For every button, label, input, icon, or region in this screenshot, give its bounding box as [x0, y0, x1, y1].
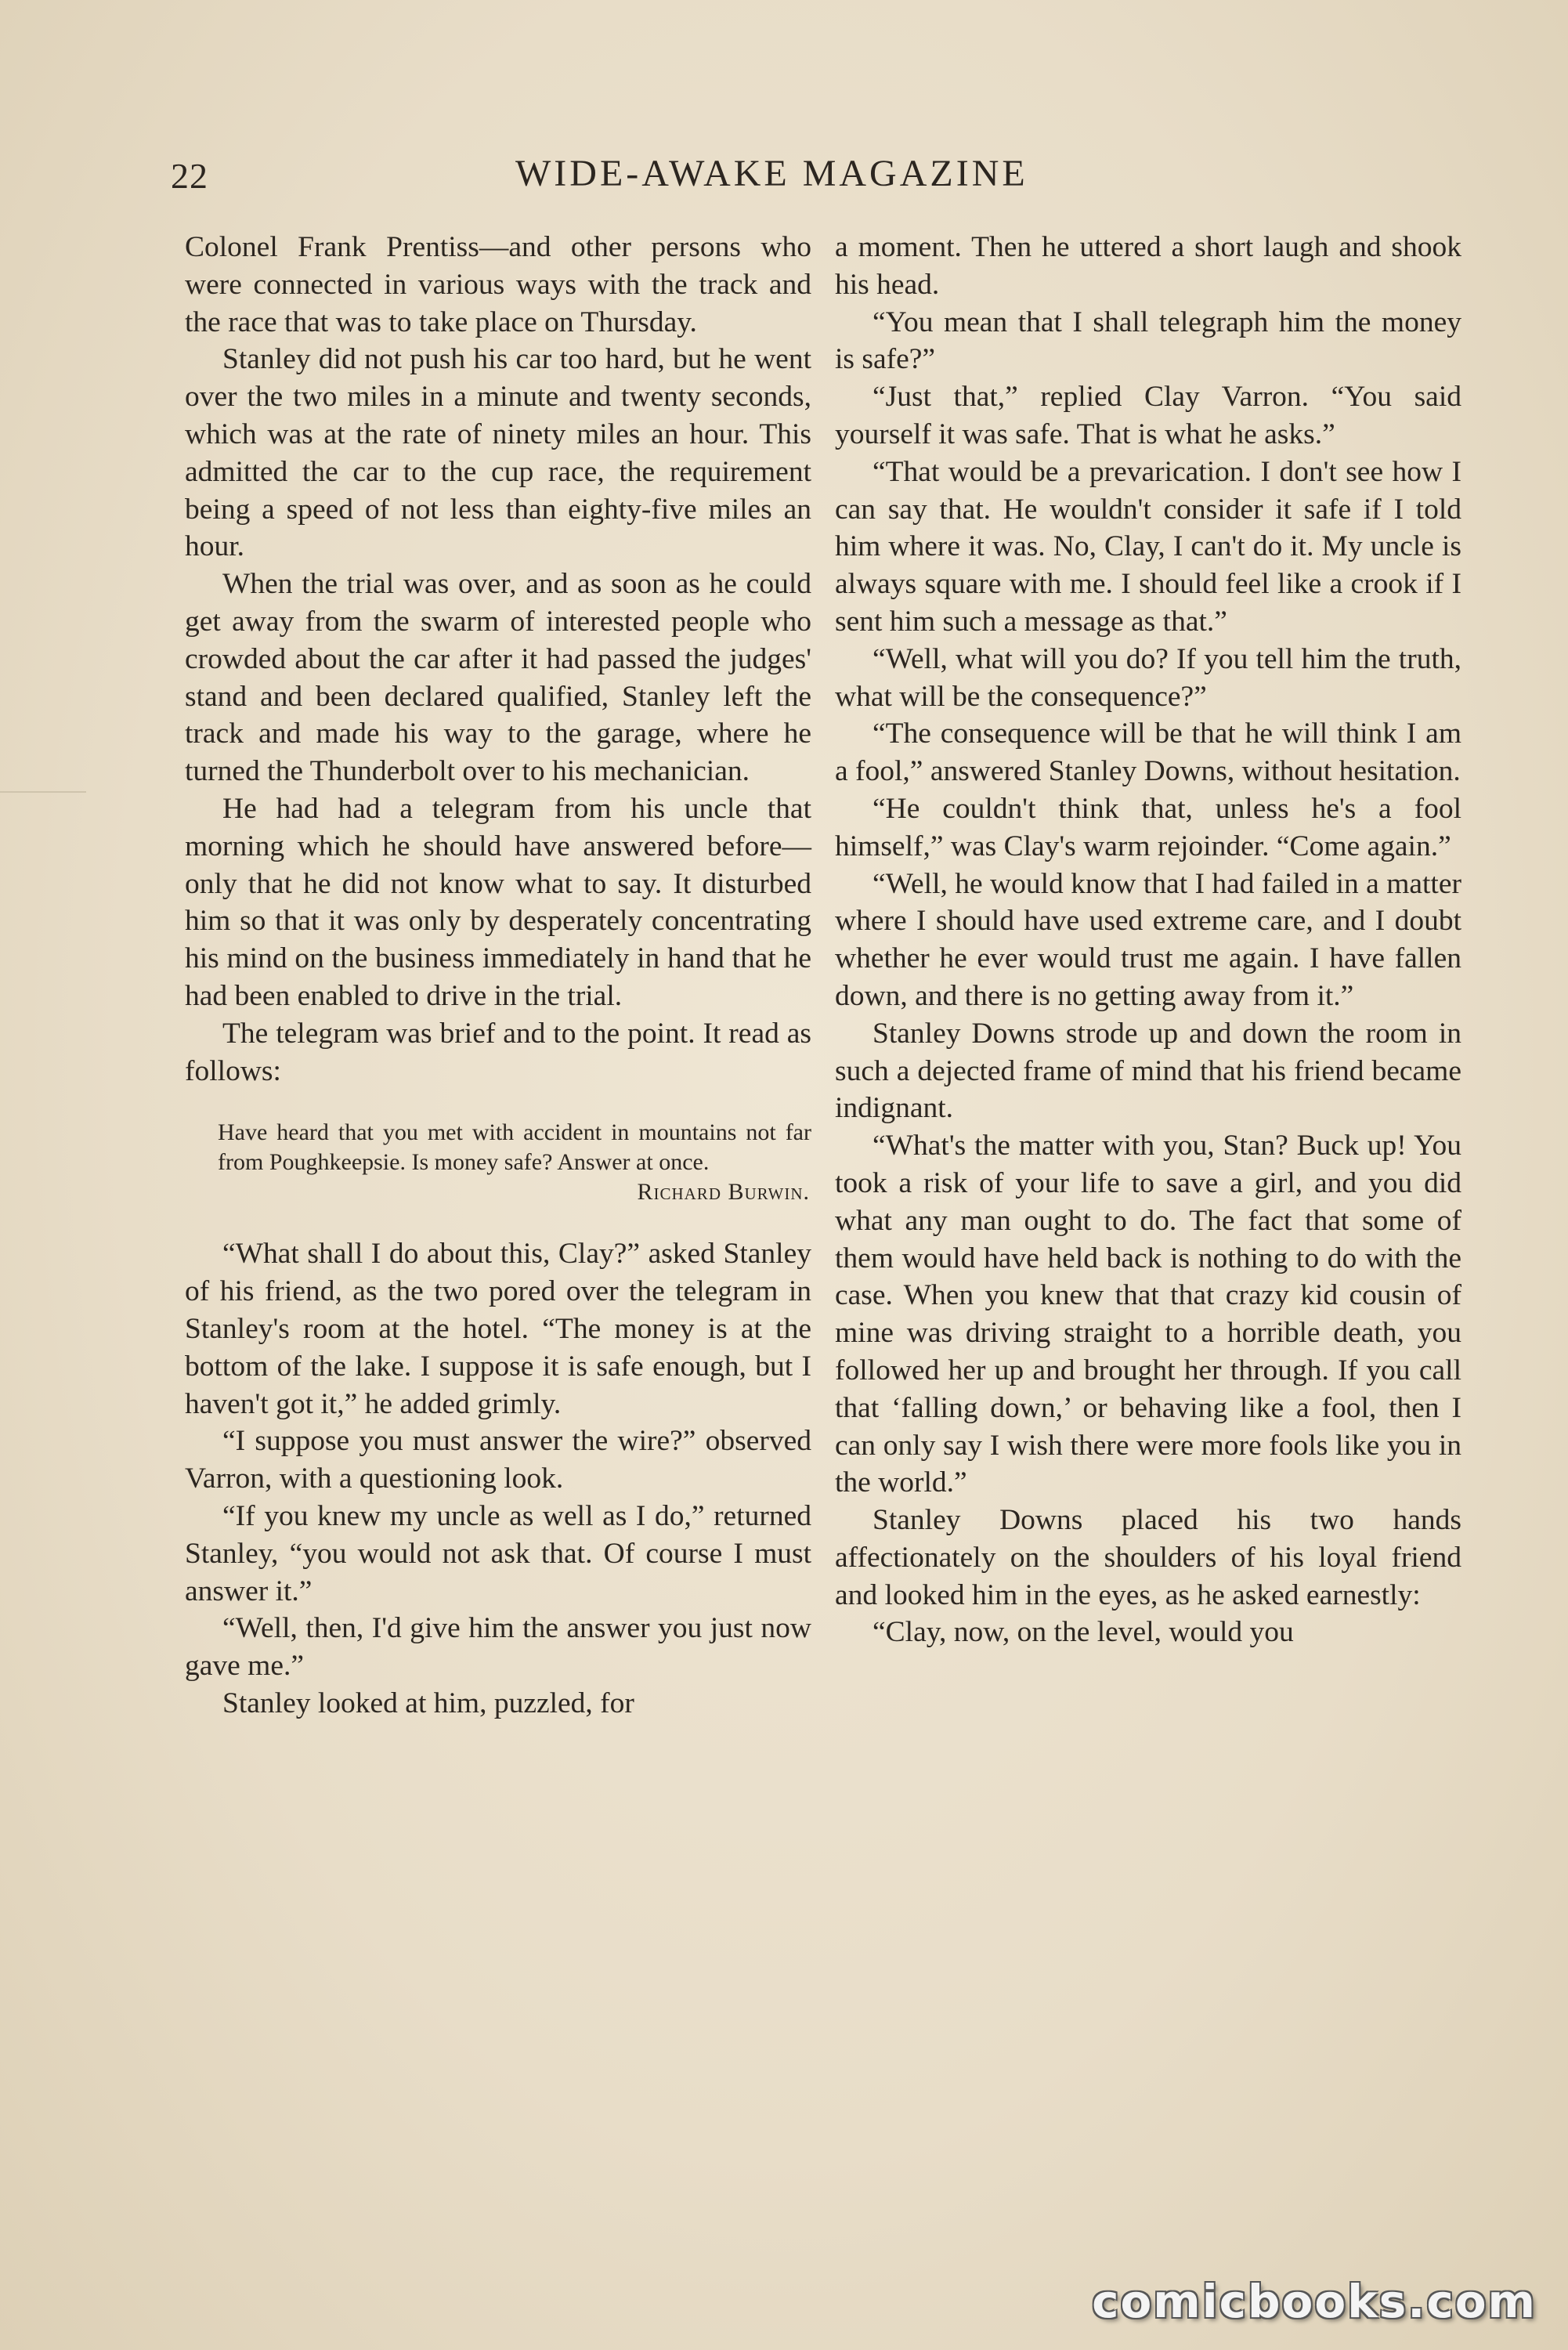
- paragraph: “I suppose you must answer the wire?” observed Varron, with a questioning look.: [185, 1425, 811, 1495]
- paragraph: Stanley Downs strode up and down the room in such a dejected frame of mind that his friend became indignant.: [835, 1017, 1461, 1125]
- paragraph: When the trial was over, and as soon as he could get away from the swarm of interested people who crowded about the car after it had passed the judges' stand and been declared qualified, Stanley left the track and made his way to the garage, where he turned the Thunderbolt over to his mechanician.: [185, 568, 811, 788]
- telegram-body: Have heard that you met with accident in mountains not far from Poughkeepsie. Is money safe? Answer at once.: [218, 1119, 811, 1176]
- paragraph: Stanley looked at him, puzzled, for: [222, 1687, 634, 1719]
- paragraph: “If you knew my uncle as well as I do,” returned Stanley, “you would not ask that. Of course I must answer it.”: [185, 1499, 811, 1607]
- paragraph: “Clay, now, on the level, would you: [873, 1616, 1294, 1649]
- left-column: [185, 229, 811, 1723]
- paragraph: “What's the matter with you, Stan? Buck up! You took a risk of your life to save a girl, and you did what any man ought to do. The fact that some of them would have held back is nothing to do with the case. When you knew that that crazy kid cousin of mine was driving straight to a horrible death, you followed her up and brought her through. If you call that ‘falling down,’ or behaving like a fool, then I can only say I wish there were more fools like you in the world.”: [835, 1130, 1461, 1499]
- telegram-quote: [218, 1118, 811, 1207]
- site-watermark: comicbooks.com: [1092, 2275, 1537, 2328]
- paragraph: “Well, he would know that I had failed in a matter where I should have used extreme care, and I doubt whether he ever would trust me again. I have fallen down, and there is no getting away from it.”: [835, 867, 1461, 1012]
- margin-mark: [0, 791, 86, 793]
- running-head: WIDE-AWAKE MAGAZINE: [515, 153, 1028, 194]
- paragraph: a moment. Then he uttered a short laugh and shook his head.: [835, 231, 1461, 301]
- paragraph: Stanley did not push his car too hard, but he went over the two miles in a minute and twenty seconds, which was at the rate of ninety miles an hour. This admitted the car to the cup race, the requirement being a speed of not less than eighty-five miles an hour.: [185, 343, 811, 563]
- paragraph: The telegram was brief and to the point. It read as follows:: [185, 1017, 811, 1087]
- right-column: [835, 229, 1461, 1651]
- page-header: [163, 149, 1447, 204]
- paragraph: “Just that,” replied Clay Varron. “You said yourself it was safe. That is what he asks.”: [835, 381, 1461, 450]
- paragraph: “Well, what will you do? If you tell him the truth, what will be the consequence?”: [835, 642, 1461, 713]
- paragraph: “What shall I do about this, Clay?” asked Stanley of his friend, as the two pored over the telegram in Stanley's room at the hotel. “The money is at the bottom of the lake. I suppose it is safe enough, but I haven't got it,” he added grimly.: [185, 1238, 811, 1420]
- paragraph: Stanley Downs placed his two hands affectionately on the shoulders of his loyal friend and looked him in the eyes, as he asked earnestly:: [835, 1504, 1461, 1611]
- page-number: 22: [171, 156, 208, 196]
- paragraph: “He couldn't think that, unless he's a fool himself,” was Clay's warm rejoinder. “Come again.”: [835, 792, 1461, 862]
- paragraph: “You mean that I shall telegraph him the money is safe?”: [835, 306, 1461, 376]
- paragraph: “Well, then, I'd give him the answer you just now gave me.”: [185, 1612, 811, 1683]
- paragraph: He had had a telegram from his uncle that morning which he should have answered before—only that he did not know what to say. It disturbed him so that it was only by desperately concentrating his mind on the business immediately in hand that he had been enabled to drive in the trial.: [185, 792, 811, 1012]
- paragraph: Colonel Frank Prentiss—and other persons who were connected in various ways with the track and the race that was to take place on Thursday.: [185, 231, 811, 338]
- paragraph: “That would be a prevarication. I don't see how I can say that. He wouldn't consider it safe if I told him where it was. No, Clay, I can't do it. My uncle is always square with me. I should feel like a crook if I sent him such a message as that.”: [835, 455, 1461, 638]
- paragraph: “The consequence will be that he will think I am a fool,” answered Stanley Downs, without hesitation.: [835, 718, 1461, 788]
- telegram-signature: Richard Burwin.: [637, 1179, 810, 1206]
